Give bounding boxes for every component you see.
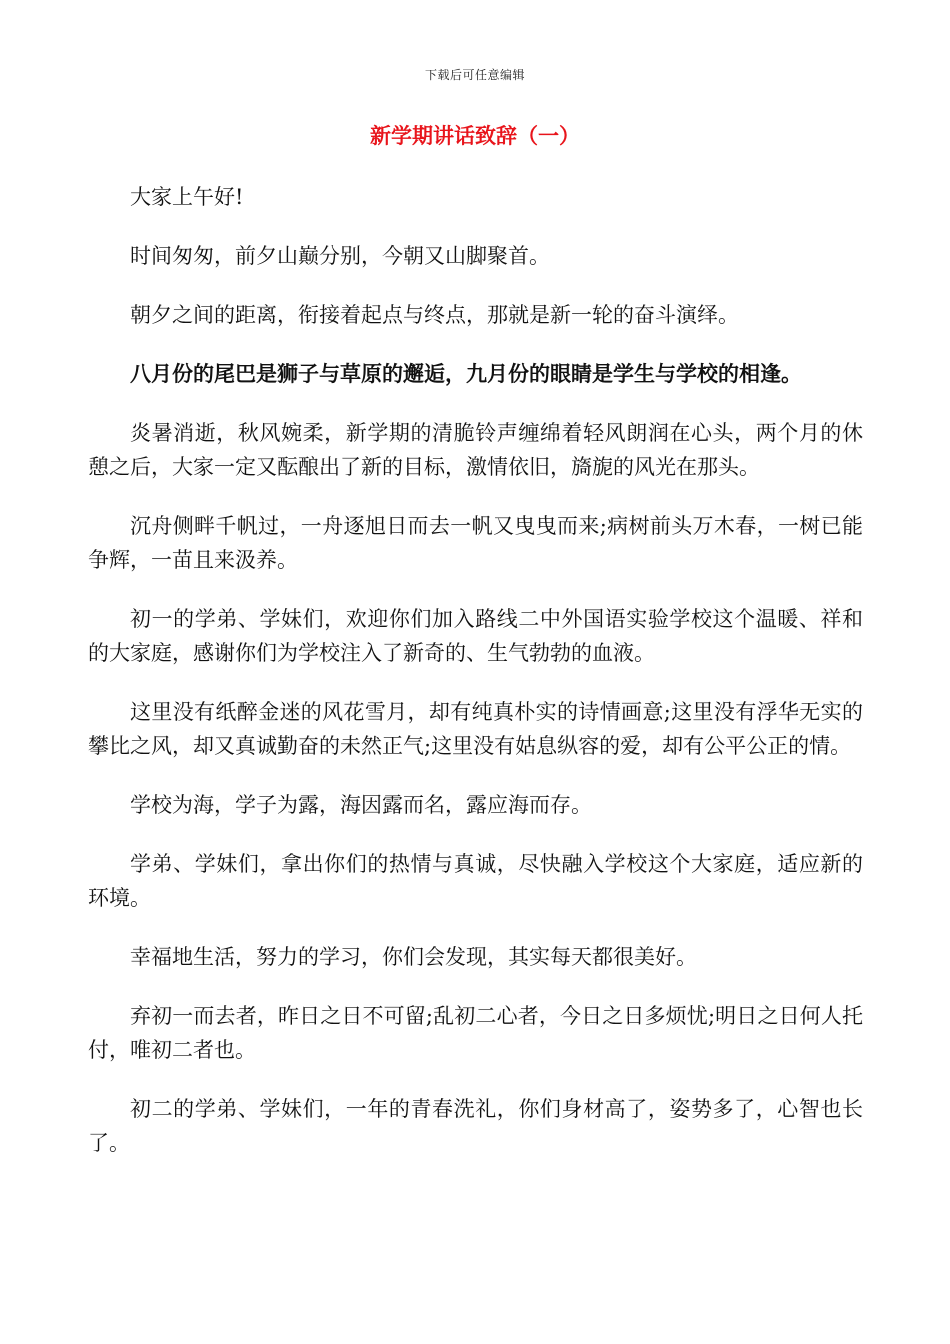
paragraph: 初二的学弟、学妹们，一年的青春洗礼，你们身材高了，姿势多了，心智也长了。 [88, 1097, 863, 1155]
paragraph: 沉舟侧畔千帆过，一舟逐旭日而去一帆又曳曳而来;病树前头万木春，一树已能争辉，一苗且来汲养。 [88, 514, 863, 572]
paragraph: 初一的学弟、学妹们，欢迎你们加入路线二中外国语实验学校这个温暖、祥和的大家庭，感谢你们为学校注入了新奇的、生气勃勃的血液。 [88, 607, 863, 665]
paragraph: 幸福地生活，努力的学习，你们会发现，其实每天都很美好。 [130, 945, 697, 969]
paragraph: 时间匆匆，前夕山巅分别，今朝又山脚聚首。 [130, 244, 550, 268]
paragraph: 朝夕之间的距离，衔接着起点与终点，那就是新一轮的奋斗演绎。 [130, 303, 739, 327]
paragraph: 学校为海，学子为露，海因露而名，露应海而存。 [130, 793, 592, 817]
paragraph: 学弟、学妹们，拿出你们的热情与真诚，尽快融入学校这个大家庭，适应新的环境。 [88, 852, 863, 910]
header-note: 下载后可任意编辑 [424, 68, 525, 82]
paragraph-bold: 八月份的尾巴是狮子与草原的邂逅，九月份的眼睛是学生与学校的相逢。 [130, 361, 802, 386]
paragraph: 这里没有纸醉金迷的风花雪月，却有纯真朴实的诗情画意;这里没有浮华无实的攀比之风，却又真诚勤奋的未然正气;这里没有姑息纵容的爱，却有公平公正的情。 [88, 700, 863, 758]
document-body [88, 180, 863, 1185]
paragraph: 炎暑消逝，秋风婉柔，新学期的清脆铃声缠绵着轻风朗润在心头，两个月的休憩之后，大家一定又酝酿出了新的目标，激情依旧，旖旎的风光在那头。 [88, 421, 863, 479]
paragraph: 大家上午好! [130, 185, 244, 209]
paragraph: 弃初一而去者，昨日之日不可留;乱初二心者，今日之日多烦忧;明日之日何人托付，唯初二者也。 [88, 1004, 863, 1062]
document-title: 新学期讲话致辞（一） [370, 123, 580, 148]
